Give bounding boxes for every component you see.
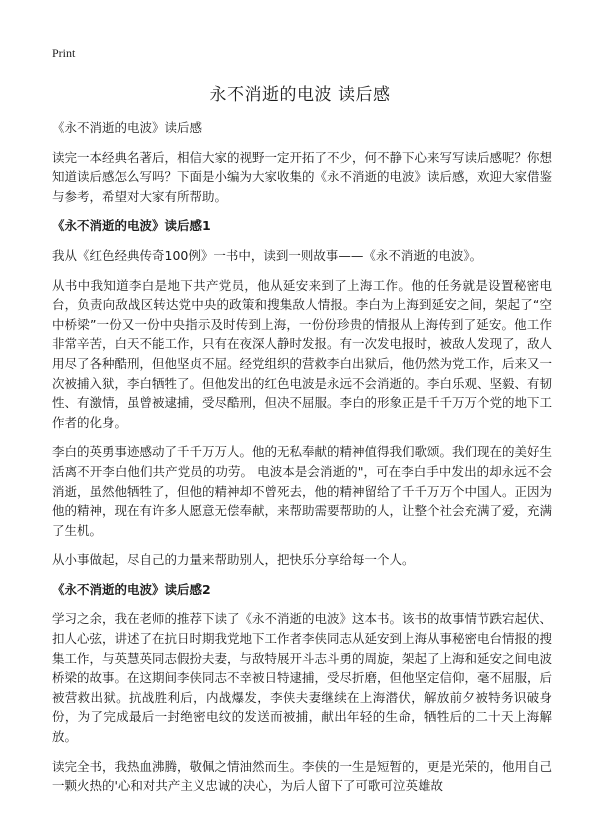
intro-paragraph: 读完一本经典名著后，相信大家的视野一定开拓了不少，何不静下心来写写读后感呢？你想知道读后感怎么写吗？下面是小编为大家收集的《永不消逝的电波》读后感，欢迎大家借鉴与参考，希望对大家有所帮助。: [52, 149, 553, 204]
article-body: [52, 118, 552, 806]
section-heading-1: 《永不消逝的电波》读后感1: [52, 218, 211, 234]
section-2-paragraph-1: 学习之余，我在老师的推荐下读了《永不消逝的电波》这本书。该书的故事情节跌宕起伏、扣人心弦，讲述了在抗日时期我党地下工作者李侠同志从延安到上海从事秘密电台情报的搜集工作，与英慧英同志假扮夫妻，与敌特展开斗志斗勇的周旋，架起了上海和延安之间电波桥梁的故事。在这期间李侠同志不幸被日特逮捕，受尽折磨，但他坚定信仰，毫不屈服，后被营救出狱。抗战胜利后，内战爆发，李侠夫妻继续在上海潜伏，解放前夕被特务识破身份，为了完成最后一封绝密电纹的发送而被捕，献出年轻的生命，牺牲后的二十天上海解放。: [52, 611, 553, 745]
print-link[interactable]: Print: [52, 46, 76, 60]
section-1-paragraph-3: 李白的英勇事迹感动了千千万万人。他的无私奉献的精神值得我们歌颂。我们现在的美好生活离不开李白他们共产党员的功劳。 电波本是会消逝的"，可在李白手中发出的却永远不会消逝，虽然他牺牲了，但他的精神却不曾死去，他的精神留给了千千万万个中国人。正因为他的精神，现在有许多人愿意无偿奉献，来帮助需要帮助的人，让整个社会充满了爱，充满了生机。: [52, 444, 553, 538]
section-1-paragraph-4: 从小事做起，尽自己的力量来帮助别人，把快乐分享给每一个人。: [52, 552, 415, 568]
section-heading-2: 《永不消逝的电波》读后感2: [52, 581, 211, 597]
section-2-paragraph-2: 读完全书，我热血沸腾，敬佩之情油然而生。李侠的一生是短暂的，更是光荣的，他用自己一颗火热的'心和对共产主义忠诚的决心，为后人留下了可歌可泣英雄故: [52, 758, 553, 794]
section-1-paragraph-2: 从书中我知道李白是地下共产党员，他从延安来到了上海工作。他的任务就是设置秘密电台，负责向敌战区转达党中央的政策和搜集敌人情报。李白为上海到延安之间，架起了“空中桥梁”一份又一份中央指示及时传到上海，一份份珍贵的情报从上海传到了延安。他工作非常辛苦，白天不能工作，只有在夜深人静时发报。有一次发电报时，被敌人发现了，敌人用尽了各种酷刑，但他坚贞不屈。经党组织的营救李白出狱后，他仍然为党工作，后来又一次被捕入狱，李白牺牲了。但他发出的红色电波是永远不会消逝的。李白乐观、坚毅、有韧性、有激情，虽曾被逮捕，受尽酷刑，但决不屈服。李白的形象正是千千万万个党的地下工作者的化身。: [52, 277, 553, 430]
page-title: 永不消逝的电波 读后感: [209, 85, 391, 105]
article-subtitle: 《永不消逝的电波》读后感: [52, 120, 203, 135]
section-1-paragraph-1: 我从《红色经典传奇100例》一书中，读到一则故事——《永不消逝的电波》。: [52, 247, 483, 263]
